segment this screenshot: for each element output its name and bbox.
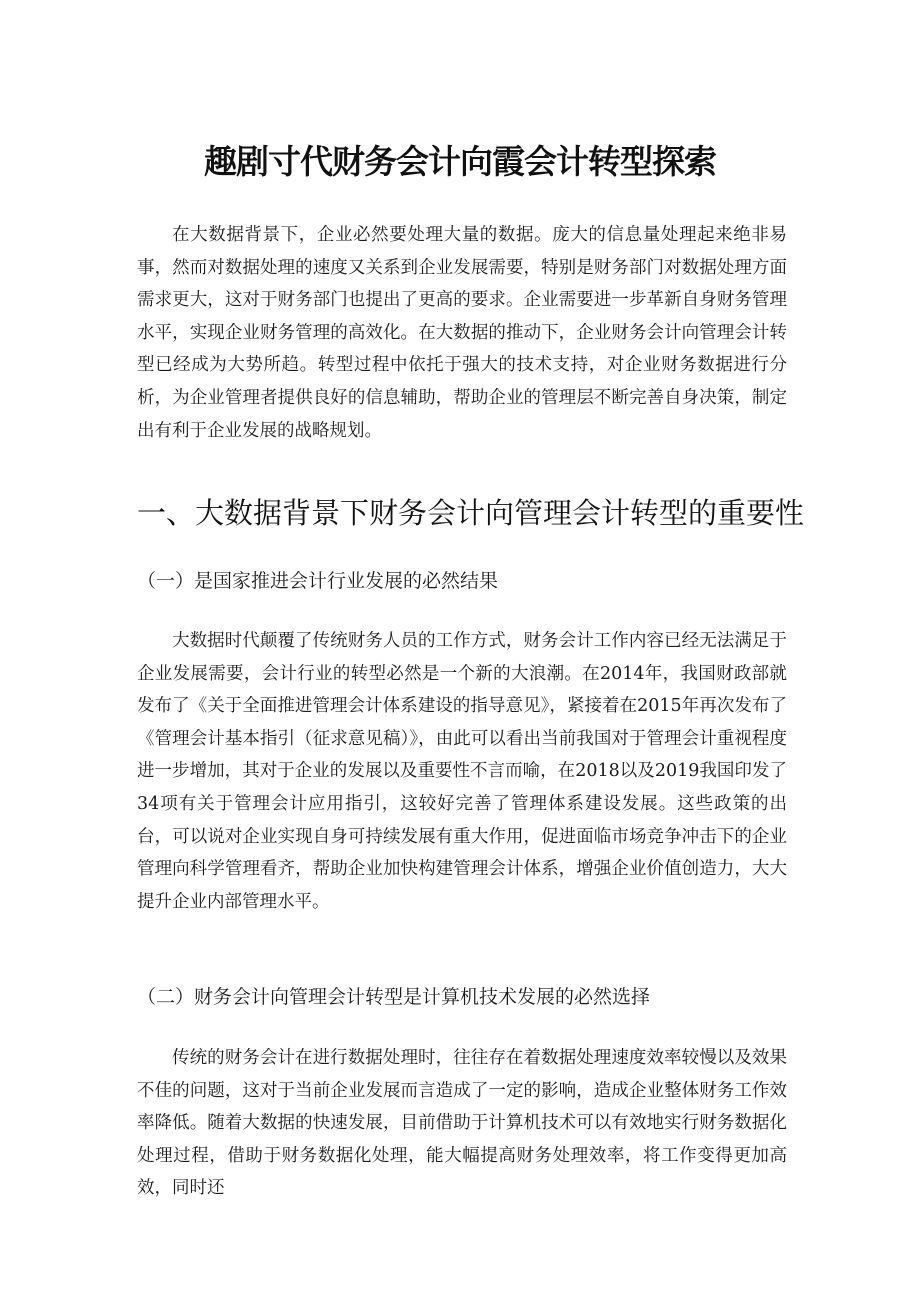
- intro-paragraph: 在大数据背景下，企业必然要处理大量的数据。庞大的信息量处理起来绝非易事，然而对数据处理的速度又关系到企业发展需要，特别是财务部门对数据处理方面需求更大，这对于财务部门也提出了更高的要求。企业需要进一步革新自身财务管理水平，实现企业财务管理的高效化。在大数据的推动下，企业财务会计向管理会计转型已经成为大势所趋。转型过程中依托于强大的技术支持，对企业财务数据进行分析，为企业管理者提供良好的信息辅助，帮助企业的管理层不断完善自身决策，制定出有利于企业发展的战略规划。: [137, 225, 787, 441]
- subsection-1-paragraph: 大数据时代颠覆了传统财务人员的工作方式，财务会计工作内容已经无法满足于企业发展需要，会计行业的转型必然是一个新的大浪潮。在2014年，我国财政部就发布了《关于全面推进管理会计体系建设的指导意见》，紧接着在2015年再次发布了《管理会计基本指引（征求意见稿）》，由此可以看出当前我国对于管理会计重视程度进一步增加，其对于企业的发展以及重要性不言而喻，在2018以及2019我国印发了34项有关于管理会计应用指引，这较好完善了管理体系建设发展。这些政策的出台，可以说对企业实现自身可持续发展有重大作用，促进面临市场竞争冲击下的企业管理向科学管理看齐，帮助企业加快构建管理会计体系，增强企业价值创造力，大大提升企业内部管理水平。: [137, 631, 787, 912]
- document-title: 趣剧寸代财务会计向霞会计转型探索: [204, 142, 716, 181]
- subsection-2-paragraph: 传统的财务会计在进行数据处理时，往往存在着数据处理速度效率较慢以及效果不佳的问题，这对于当前企业发展而言造成了一定的影响，造成企业整体财务工作效率降低。随着大数据的快速发展，目前借助于计算机技术可以有效地实行财务数据化处理过程，借助于财务数据化处理，能大幅提高财务处理效率，将工作变得更加高效，同时还: [137, 1048, 787, 1199]
- section-heading-1: 一、大数据背景下财务会计向管理会计转型的重要性: [137, 496, 805, 530]
- subsection-heading-1: （一）是国家推进会计行业发展的必然结果: [137, 570, 499, 592]
- subsection-heading-2: （二）财务会计向管理会计转型是计算机技术发展的必然选择: [137, 986, 651, 1008]
